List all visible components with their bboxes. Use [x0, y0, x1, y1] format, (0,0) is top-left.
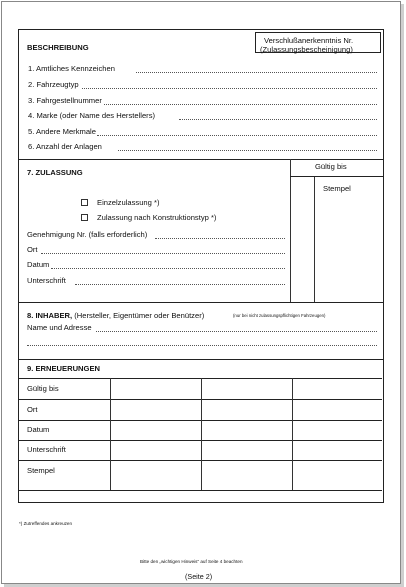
field-line-ort[interactable]	[41, 253, 285, 254]
divider-stempel-column	[314, 176, 315, 302]
table-col-3	[292, 378, 293, 490]
divider-gueltig-row	[290, 176, 383, 177]
inhaber-title-rest: (Hersteller, Eigentümer oder Benützer)	[72, 311, 205, 320]
table-row-label-unterschrift: Unterschrift	[27, 445, 66, 454]
zulassungsbescheinigung-label: (Zulassungsbescheinigung)	[260, 45, 353, 54]
field-line-merkmale[interactable]	[97, 135, 377, 136]
table-col-2	[201, 378, 202, 490]
verschluss-number-box	[255, 32, 381, 53]
inhaber-title: 8. INHABER,	[27, 311, 73, 320]
section-title-zulassung: 7. ZULASSUNG	[27, 168, 83, 177]
field-line-marke[interactable]	[179, 119, 377, 120]
field-line-name-adresse[interactable]	[96, 331, 377, 332]
field-label-name-adresse: Name und Adresse	[27, 323, 92, 332]
page	[1, 1, 401, 584]
checkbox-einzelzulassung[interactable]	[81, 199, 88, 206]
footnote: *) Zutreffendes ankreuzen	[19, 521, 73, 526]
table-row-label-stempel: Stempel	[27, 466, 55, 475]
inhaber-note: (nur bei nicht zulassungspflichtigen Fahrzeugen)	[233, 313, 326, 318]
field-line-unterschrift[interactable]	[75, 284, 285, 285]
form-frame	[18, 29, 384, 503]
checkbox-label-einzelzulassung: Einzelzulassung *)	[97, 198, 160, 207]
table-row-label-gueltig: Gültig bis	[27, 384, 59, 393]
table-row-label-datum: Datum	[27, 425, 50, 434]
checkbox-konstruktionstyp[interactable]	[81, 214, 88, 221]
field-label-genehmigung: Genehmigung Nr. (falls erforderlich)	[27, 230, 148, 239]
divider-section-8	[19, 302, 383, 303]
field-label-merkmale: 5. Andere Merkmale	[28, 127, 96, 136]
field-label-datum: Datum	[27, 260, 50, 269]
field-label-anlagen: 6. Anzahl der Anlagen	[28, 142, 102, 151]
field-line-datum[interactable]	[51, 268, 285, 269]
table-row-label-ort: Ort	[27, 405, 38, 414]
divider-gueltig-column	[290, 159, 291, 302]
field-label-fahrgestellnummer: 3. Fahrgestellnummer	[28, 96, 102, 105]
field-line-anlagen[interactable]	[118, 150, 377, 151]
stempel-label: Stempel	[323, 184, 351, 193]
field-label-fahrzeugtyp: 2. Fahrzeugtyp	[28, 80, 79, 89]
field-line-fahrzeugtyp[interactable]	[82, 88, 377, 89]
field-line-name-adresse-2[interactable]	[27, 345, 377, 346]
section-title-beschreibung: BESCHREIBUNG	[27, 43, 89, 52]
section-title-inhaber	[27, 312, 204, 320]
checkbox-label-konstruktionstyp: Zulassung nach Konstruktionstyp *)	[97, 213, 217, 222]
field-line-fahrgestellnummer[interactable]	[104, 104, 377, 105]
divider-section-9	[19, 359, 383, 360]
section-title-erneuerungen: 9. ERNEUERUNGEN	[27, 364, 100, 373]
field-line-genehmigung[interactable]	[155, 238, 285, 239]
verschluss-number-label: Verschlußanerkenntnis Nr.	[264, 36, 354, 45]
field-line-kennzeichen[interactable]	[136, 72, 377, 73]
table-rule-5	[19, 490, 382, 491]
gueltig-bis-label: Gültig bis	[315, 162, 347, 171]
field-label-kennzeichen: 1. Amtliches Kennzeichen	[28, 64, 115, 73]
field-label-ort: Ort	[27, 245, 38, 254]
table-col-1	[110, 378, 111, 490]
divider-section-7	[19, 159, 383, 160]
page-number: (Seite 2)	[185, 572, 213, 581]
hint-text: Bitte den „wichtigen Hinweis" auf Seite 4 beachten	[140, 559, 243, 564]
field-label-unterschrift: Unterschrift	[27, 276, 66, 285]
field-label-marke: 4. Marke (oder Name des Herstellers)	[28, 111, 156, 120]
